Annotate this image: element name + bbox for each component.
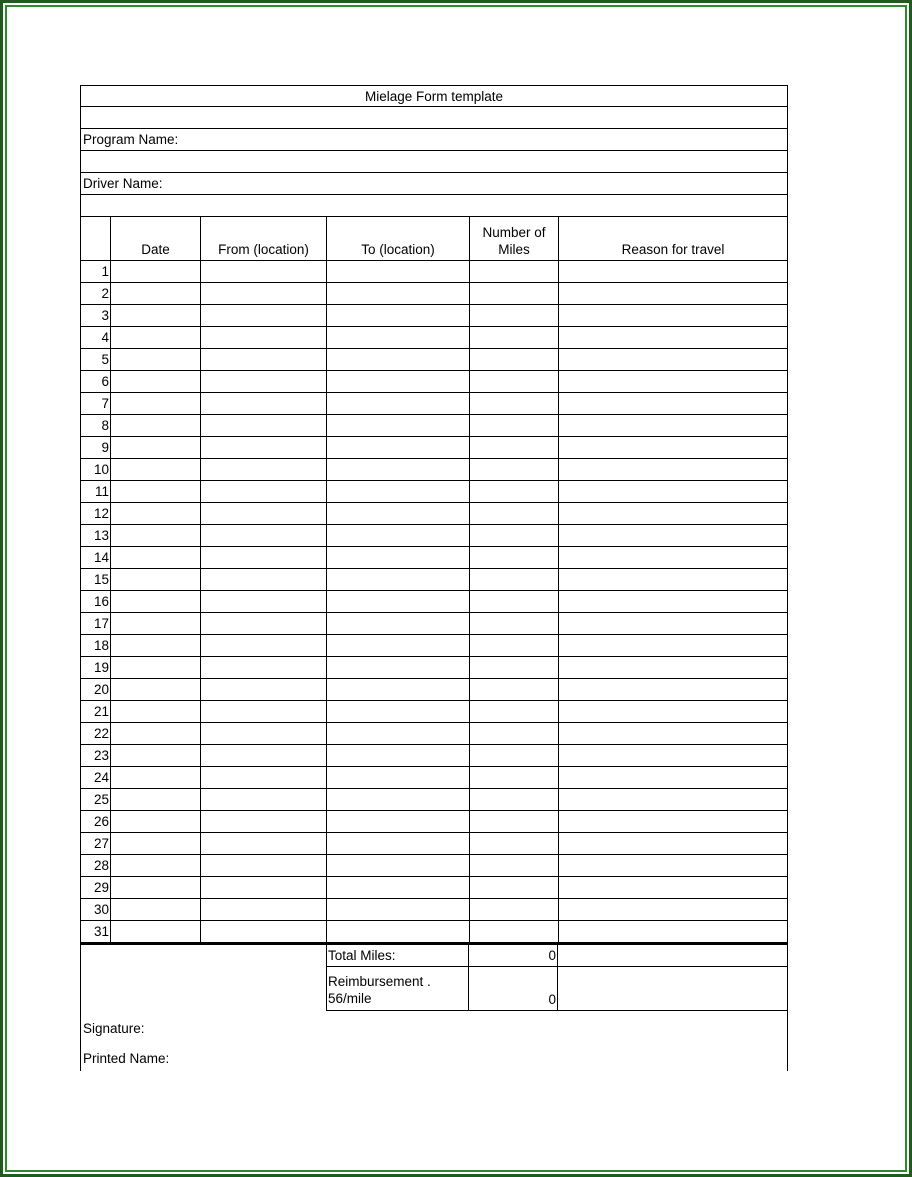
table-row — [80, 789, 788, 811]
date-cell[interactable] — [111, 459, 201, 480]
from-location-cell[interactable] — [201, 349, 327, 370]
to-location-cell[interactable] — [327, 459, 470, 480]
table-row — [80, 899, 788, 921]
date-cell[interactable] — [111, 481, 201, 502]
miles-cell[interactable] — [470, 591, 559, 612]
to-location-cell[interactable] — [327, 415, 470, 436]
table-row — [80, 745, 788, 767]
from-location-cell[interactable] — [201, 745, 327, 766]
miles-cell[interactable] — [470, 921, 559, 942]
miles-cell[interactable] — [470, 767, 559, 788]
header-number-of-miles-label: Number of Miles — [482, 225, 546, 257]
from-location-cell[interactable] — [201, 701, 327, 722]
date-cell[interactable] — [111, 745, 201, 766]
reason-cell[interactable] — [559, 723, 787, 744]
to-location-cell[interactable] — [327, 525, 470, 546]
row-number-cell: 1 — [81, 261, 111, 282]
miles-cell[interactable] — [470, 481, 559, 502]
from-location-cell[interactable] — [201, 833, 327, 854]
row-number-cell: 26 — [81, 811, 111, 832]
table-row — [80, 613, 788, 635]
reason-cell[interactable] — [559, 635, 787, 656]
table-row — [80, 503, 788, 525]
to-location-cell[interactable] — [327, 767, 470, 788]
miles-cell[interactable] — [470, 371, 559, 392]
from-location-cell[interactable] — [201, 327, 327, 348]
reason-cell[interactable] — [559, 679, 787, 700]
miles-cell[interactable] — [470, 305, 559, 326]
date-cell[interactable] — [111, 877, 201, 898]
table-row — [80, 833, 788, 855]
reimbursement-label-line1: Reimbursement . — [328, 974, 431, 989]
date-cell[interactable] — [111, 305, 201, 326]
date-cell[interactable] — [111, 701, 201, 722]
to-location-cell[interactable] — [327, 877, 470, 898]
reason-cell[interactable] — [559, 613, 787, 634]
header-date: Date — [111, 217, 201, 260]
miles-cell[interactable] — [470, 349, 559, 370]
to-location-cell[interactable] — [327, 437, 470, 458]
to-location-cell[interactable] — [327, 283, 470, 304]
miles-cell[interactable] — [470, 899, 559, 920]
date-cell[interactable] — [111, 437, 201, 458]
date-cell[interactable] — [111, 327, 201, 348]
miles-cell[interactable] — [470, 547, 559, 568]
date-cell[interactable] — [111, 833, 201, 854]
from-location-cell[interactable] — [201, 657, 327, 678]
row-number-cell: 31 — [81, 921, 111, 942]
reason-cell[interactable] — [559, 701, 787, 722]
from-location-cell[interactable] — [201, 899, 327, 920]
from-location-cell[interactable] — [201, 481, 327, 502]
table-header — [80, 217, 788, 261]
driver-name-row[interactable] — [80, 173, 788, 195]
miles-cell[interactable] — [470, 437, 559, 458]
from-location-cell[interactable] — [201, 393, 327, 414]
reason-cell[interactable] — [559, 569, 787, 590]
reason-cell[interactable] — [559, 789, 787, 810]
date-cell[interactable] — [111, 547, 201, 568]
table-row — [80, 261, 788, 283]
row-number-cell: 14 — [81, 547, 111, 568]
row-number-cell: 8 — [81, 415, 111, 436]
reason-cell[interactable] — [559, 745, 787, 766]
row-number-cell: 7 — [81, 393, 111, 414]
reason-cell[interactable] — [559, 899, 787, 920]
row-number-cell: 29 — [81, 877, 111, 898]
reason-cell[interactable] — [559, 261, 787, 282]
reimbursement-value: 0 — [469, 967, 558, 1011]
date-cell[interactable] — [111, 899, 201, 920]
reason-cell[interactable] — [559, 921, 787, 942]
printed-name-label: Printed Name: — [83, 1051, 170, 1066]
from-location-cell[interactable] — [201, 283, 327, 304]
row-number-cell: 6 — [81, 371, 111, 392]
reason-cell[interactable] — [559, 877, 787, 898]
date-cell[interactable] — [111, 503, 201, 524]
row-number-cell: 4 — [81, 327, 111, 348]
date-cell[interactable] — [111, 393, 201, 414]
table-row — [80, 811, 788, 833]
table-row — [80, 679, 788, 701]
to-location-cell[interactable] — [327, 261, 470, 282]
to-location-cell[interactable] — [327, 899, 470, 920]
reason-cell[interactable] — [559, 855, 787, 876]
to-location-cell[interactable] — [327, 393, 470, 414]
table-row — [80, 877, 788, 899]
mileage-form — [80, 85, 788, 1071]
to-location-cell[interactable] — [327, 789, 470, 810]
reason-cell[interactable] — [559, 349, 787, 370]
row-number-cell: 9 — [81, 437, 111, 458]
from-location-cell[interactable] — [201, 613, 327, 634]
reason-cell[interactable] — [559, 767, 787, 788]
row-number-cell: 19 — [81, 657, 111, 678]
reason-cell[interactable] — [559, 811, 787, 832]
table-row — [80, 723, 788, 745]
reason-cell[interactable] — [559, 833, 787, 854]
row-number-cell: 22 — [81, 723, 111, 744]
miles-cell[interactable] — [470, 459, 559, 480]
miles-cell[interactable] — [470, 679, 559, 700]
reason-cell[interactable] — [559, 415, 787, 436]
reimbursement-label — [326, 967, 469, 1011]
to-location-cell[interactable] — [327, 503, 470, 524]
date-cell[interactable] — [111, 261, 201, 282]
row-number-cell: 21 — [81, 701, 111, 722]
table-row — [80, 569, 788, 591]
row-number-cell: 28 — [81, 855, 111, 876]
table-row — [80, 767, 788, 789]
row-number-cell: 25 — [81, 789, 111, 810]
to-location-cell[interactable] — [327, 635, 470, 656]
miles-cell[interactable] — [470, 811, 559, 832]
to-location-cell[interactable] — [327, 327, 470, 348]
reason-cell[interactable] — [559, 547, 787, 568]
table-row — [80, 415, 788, 437]
table-row — [80, 635, 788, 657]
miles-cell[interactable] — [470, 283, 559, 304]
header-to-location: To (location) — [327, 217, 470, 260]
reason-cell[interactable] — [559, 371, 787, 392]
blank-row — [80, 107, 788, 129]
date-cell[interactable] — [111, 613, 201, 634]
reason-cell[interactable] — [559, 393, 787, 414]
from-location-cell[interactable] — [201, 855, 327, 876]
table-row — [80, 921, 788, 945]
row-number-cell: 24 — [81, 767, 111, 788]
reimbursement-label-line2: 56/mile — [328, 991, 372, 1006]
printed-name-row[interactable] — [80, 1041, 788, 1071]
signature-row[interactable] — [80, 1011, 788, 1041]
table-row — [80, 591, 788, 613]
miles-cell[interactable] — [470, 877, 559, 898]
table-row — [80, 371, 788, 393]
program-name-label: Program Name: — [83, 132, 179, 147]
from-location-cell[interactable] — [201, 635, 327, 656]
miles-cell[interactable] — [470, 261, 559, 282]
from-location-cell[interactable] — [201, 305, 327, 326]
to-location-cell[interactable] — [327, 701, 470, 722]
from-location-cell[interactable] — [201, 547, 327, 568]
row-number-cell: 13 — [81, 525, 111, 546]
table-row — [80, 855, 788, 877]
from-location-cell[interactable] — [201, 569, 327, 590]
miles-cell[interactable] — [470, 327, 559, 348]
table-row — [80, 283, 788, 305]
miles-cell[interactable] — [470, 393, 559, 414]
to-location-cell[interactable] — [327, 833, 470, 854]
reason-cell[interactable] — [559, 459, 787, 480]
date-cell[interactable] — [111, 371, 201, 392]
date-cell[interactable] — [111, 679, 201, 700]
from-location-cell[interactable] — [201, 261, 327, 282]
reason-cell[interactable] — [559, 437, 787, 458]
miles-cell[interactable] — [470, 415, 559, 436]
from-location-cell[interactable] — [201, 723, 327, 744]
row-number-cell: 5 — [81, 349, 111, 370]
table-row — [80, 327, 788, 349]
reason-cell[interactable] — [559, 657, 787, 678]
miles-cell[interactable] — [470, 745, 559, 766]
from-location-cell[interactable] — [201, 921, 327, 942]
to-location-cell[interactable] — [327, 481, 470, 502]
header-from-location: From (location) — [201, 217, 327, 260]
row-number-cell: 23 — [81, 745, 111, 766]
table-row — [80, 701, 788, 723]
date-cell[interactable] — [111, 723, 201, 744]
row-number-cell: 16 — [81, 591, 111, 612]
reason-cell[interactable] — [559, 525, 787, 546]
to-location-cell[interactable] — [327, 371, 470, 392]
to-location-cell[interactable] — [327, 723, 470, 744]
total-miles-blank — [558, 945, 788, 967]
from-location-cell[interactable] — [201, 371, 327, 392]
date-cell[interactable] — [111, 415, 201, 436]
header-reason-for-travel: Reason for travel — [621, 242, 725, 257]
miles-cell[interactable] — [470, 613, 559, 634]
date-cell[interactable] — [111, 657, 201, 678]
to-location-cell[interactable] — [327, 811, 470, 832]
table-row — [80, 305, 788, 327]
to-location-cell[interactable] — [327, 921, 470, 942]
date-cell[interactable] — [111, 283, 201, 304]
from-location-cell[interactable] — [201, 459, 327, 480]
reason-cell[interactable] — [559, 283, 787, 304]
reason-cell[interactable] — [559, 481, 787, 502]
row-number-cell: 11 — [81, 481, 111, 502]
from-location-cell[interactable] — [201, 503, 327, 524]
miles-cell[interactable] — [470, 503, 559, 524]
total-miles-row — [80, 945, 788, 967]
miles-cell[interactable] — [470, 723, 559, 744]
form-title: Mielage Form template — [364, 89, 504, 104]
date-cell[interactable] — [111, 767, 201, 788]
row-number-cell: 15 — [81, 569, 111, 590]
blank-row — [80, 151, 788, 173]
table-row — [80, 349, 788, 371]
to-location-cell[interactable] — [327, 591, 470, 612]
to-location-cell[interactable] — [327, 547, 470, 568]
date-cell[interactable] — [111, 349, 201, 370]
title-row — [80, 85, 788, 107]
to-location-cell[interactable] — [327, 349, 470, 370]
table-row — [80, 657, 788, 679]
signature-label: Signature: — [83, 1021, 145, 1036]
miles-cell[interactable] — [470, 701, 559, 722]
reimbursement-row — [80, 967, 788, 1011]
table-row — [80, 459, 788, 481]
from-location-cell[interactable] — [201, 415, 327, 436]
table-body — [80, 261, 788, 945]
miles-cell[interactable] — [470, 789, 559, 810]
to-location-cell[interactable] — [327, 305, 470, 326]
from-location-cell[interactable] — [201, 437, 327, 458]
date-cell[interactable] — [111, 811, 201, 832]
table-row — [80, 481, 788, 503]
row-number-cell: 3 — [81, 305, 111, 326]
from-location-cell[interactable] — [201, 877, 327, 898]
total-miles-value: 0 — [469, 945, 558, 967]
date-cell[interactable] — [111, 789, 201, 810]
miles-cell[interactable] — [470, 525, 559, 546]
blank-row — [80, 195, 788, 217]
row-number-cell: 27 — [81, 833, 111, 854]
reimbursement-blank — [558, 967, 788, 1011]
date-cell[interactable] — [111, 635, 201, 656]
reason-cell[interactable] — [559, 503, 787, 524]
row-number-cell: 17 — [81, 613, 111, 634]
row-number-cell: 18 — [81, 635, 111, 656]
from-location-cell[interactable] — [201, 679, 327, 700]
to-location-cell[interactable] — [327, 855, 470, 876]
miles-cell[interactable] — [470, 569, 559, 590]
row-number-cell: 20 — [81, 679, 111, 700]
reason-cell[interactable] — [559, 591, 787, 612]
row-number-cell: 30 — [81, 899, 111, 920]
table-row — [80, 525, 788, 547]
date-cell[interactable] — [111, 525, 201, 546]
table-row — [80, 437, 788, 459]
header-row-number — [81, 217, 111, 260]
date-cell[interactable] — [111, 921, 201, 942]
from-location-cell[interactable] — [201, 767, 327, 788]
driver-name-label: Driver Name: — [83, 176, 163, 191]
total-miles-label: Total Miles: — [326, 945, 469, 967]
from-location-cell[interactable] — [201, 525, 327, 546]
date-cell[interactable] — [111, 855, 201, 876]
from-location-cell[interactable] — [201, 789, 327, 810]
reason-cell[interactable] — [559, 327, 787, 348]
reason-cell[interactable] — [559, 305, 787, 326]
date-cell[interactable] — [111, 591, 201, 612]
table-row — [80, 393, 788, 415]
table-row — [80, 547, 788, 569]
to-location-cell[interactable] — [327, 679, 470, 700]
miles-cell[interactable] — [470, 635, 559, 656]
row-number-cell: 12 — [81, 503, 111, 524]
miles-cell[interactable] — [470, 855, 559, 876]
date-cell[interactable] — [111, 569, 201, 590]
program-name-row[interactable] — [80, 129, 788, 151]
to-location-cell[interactable] — [327, 569, 470, 590]
to-location-cell[interactable] — [327, 657, 470, 678]
row-number-cell: 10 — [81, 459, 111, 480]
from-location-cell[interactable] — [201, 591, 327, 612]
from-location-cell[interactable] — [201, 811, 327, 832]
miles-cell[interactable] — [470, 657, 559, 678]
miles-cell[interactable] — [470, 833, 559, 854]
to-location-cell[interactable] — [327, 745, 470, 766]
row-number-cell: 2 — [81, 283, 111, 304]
header-number-of-miles — [470, 217, 559, 260]
to-location-cell[interactable] — [327, 613, 470, 634]
